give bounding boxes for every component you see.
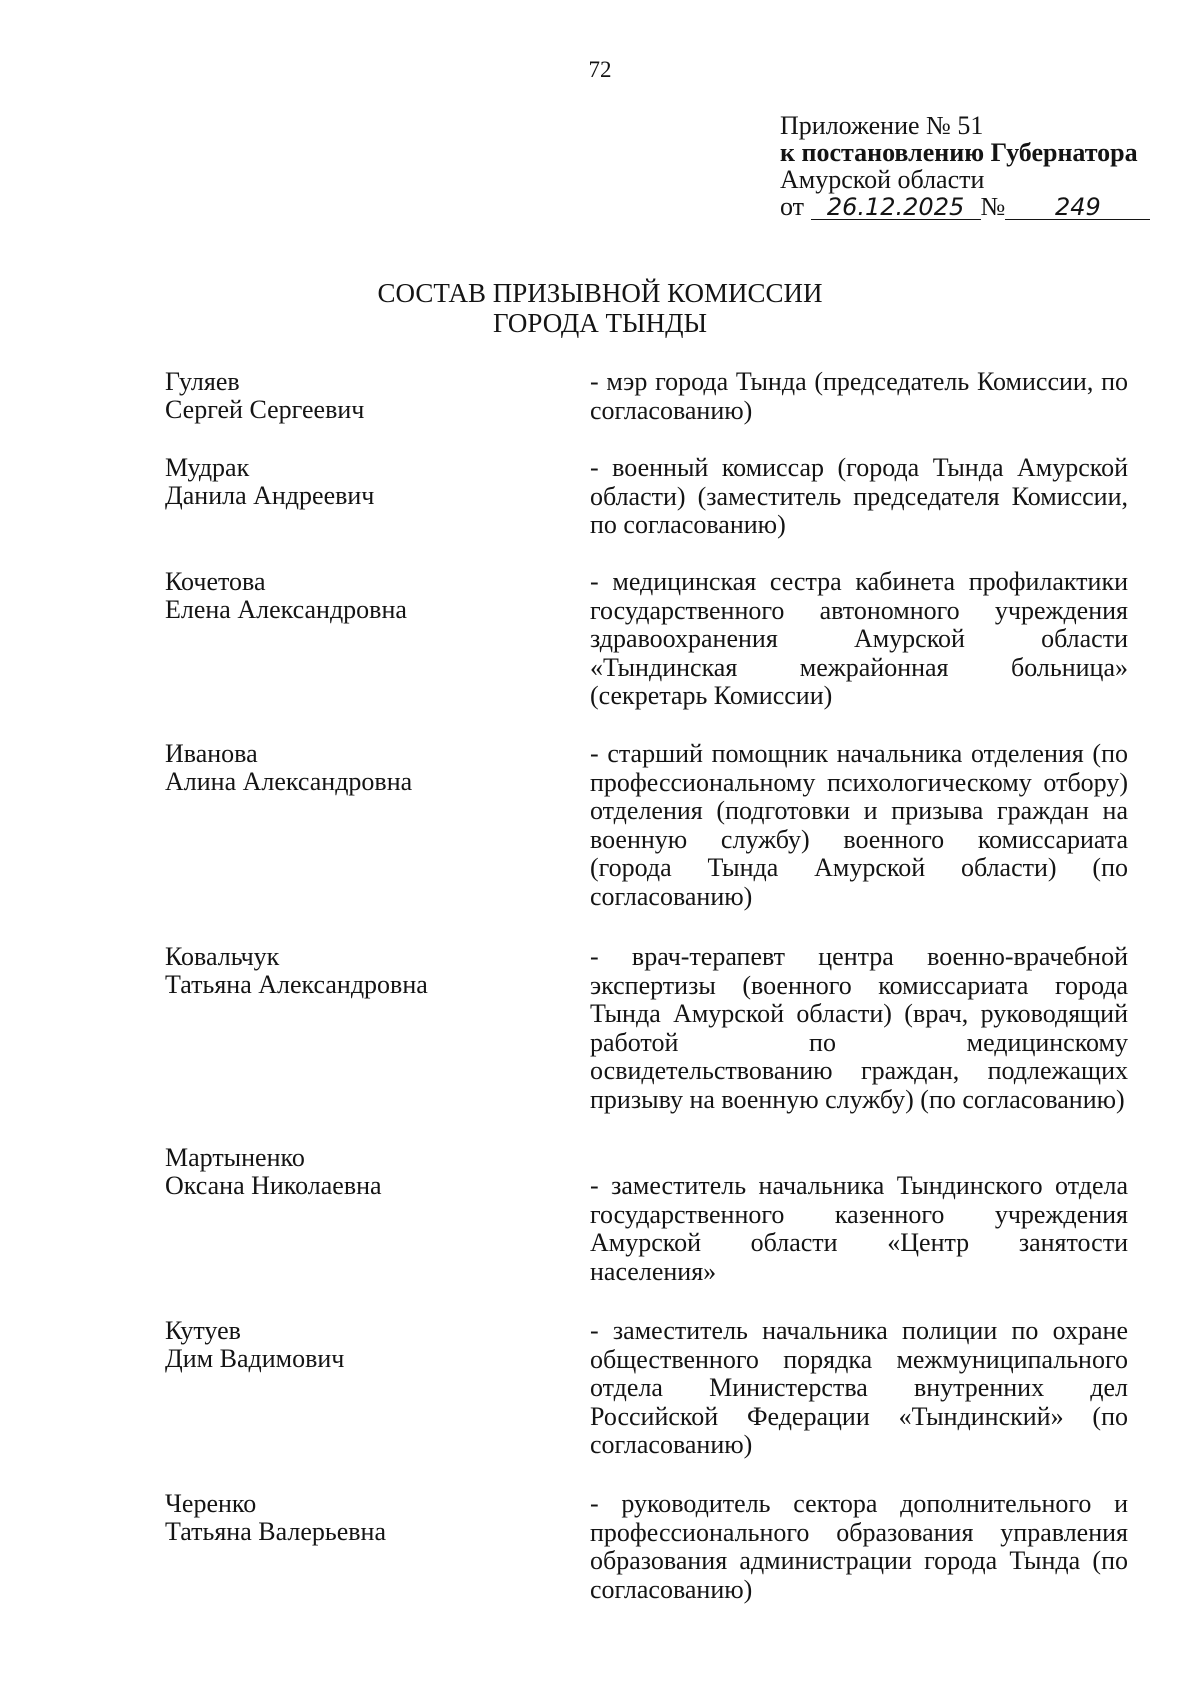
member-given-names: Дим Вадимович xyxy=(165,1344,345,1373)
member-surname: Черенко xyxy=(165,1489,257,1518)
member-name xyxy=(165,1144,382,1200)
member-role: - заместитель начальника полиции по охране общественного порядка межмуниципального отдела Министерства внутренних дел Российской Федерации «Тындинский» (по согласованию) xyxy=(590,1316,1128,1459)
member-surname: Мартыненко xyxy=(165,1143,305,1172)
member-name xyxy=(165,568,407,624)
member-given-names: Елена Александровна xyxy=(165,595,407,624)
member-surname: Мудрак xyxy=(165,453,250,482)
member-role: - врач-терапевт центра военно-врачебной экспертизы (военного комиссариата города Тында Амурской области) (врач, руководящий работой по медицинскому освидетельствованию граждан, подлежащих призыву на военную службу) (по согласованию) xyxy=(590,942,1128,1114)
number-prefix: № xyxy=(980,192,1006,221)
member-given-names: Татьяна Александровна xyxy=(165,970,428,999)
handwritten-date: 26.12.2025 xyxy=(811,195,981,220)
title-line-2: ГОРОДА ТЫНДЫ xyxy=(492,308,708,338)
appendix-region: Амурской области xyxy=(780,165,985,194)
document-title xyxy=(0,278,1200,338)
member-surname: Кочетова xyxy=(165,567,266,596)
member-name xyxy=(165,454,374,510)
member-surname: Иванова xyxy=(165,739,258,768)
member-name xyxy=(165,740,412,796)
handwritten-number: 249 xyxy=(1005,195,1150,220)
appendix-number: Приложение № 51 xyxy=(780,111,984,140)
member-given-names: Сергей Сергеевич xyxy=(165,395,365,424)
member-surname: Ковальчук xyxy=(165,942,280,971)
member-name xyxy=(165,1317,344,1373)
member-role: - военный комиссар (города Тында Амурской области) (заместитель председателя Комиссии, по согласованию) xyxy=(590,453,1128,539)
member-name xyxy=(165,368,364,424)
member-name xyxy=(165,943,428,999)
member-given-names: Татьяна Валерьевна xyxy=(165,1517,386,1546)
member-given-names: Данила Андреевич xyxy=(165,481,375,510)
appendix-decree: к постановлению Губернатора xyxy=(780,138,1138,167)
date-prefix: от xyxy=(780,192,805,221)
appendix-date-row xyxy=(780,193,1150,220)
appendix-block xyxy=(780,112,1150,220)
member-given-names: Оксана Николаевна xyxy=(165,1171,382,1200)
member-role: - старший помощник начальника отделения (по профессиональному психологическому отбору) отделения (подготовки и призыва граждан на военную службу) военного комиссариата (города Тында Амурской области) (по согласованию) xyxy=(590,739,1128,911)
member-surname: Кутуев xyxy=(165,1316,241,1345)
member-given-names: Алина Александровна xyxy=(165,767,413,796)
title-line-1: СОСТАВ ПРИЗЫВНОЙ КОМИССИИ xyxy=(377,278,823,308)
member-role: - медицинская сестра кабинета профилактики государственного автономного учреждения здравоохранения Амурской области «Тындинская межрайонная больница» (секретарь Комиссии) xyxy=(590,567,1128,710)
page-number: 72 xyxy=(588,57,612,82)
member-role: - руководитель сектора дополнительного и профессионального образования управления образования администрации города Тында (по согласованию) xyxy=(590,1489,1128,1604)
member-role: - мэр города Тында (председатель Комиссии, по согласованию) xyxy=(590,367,1128,425)
member-surname: Гуляев xyxy=(165,367,240,396)
member-role: - заместитель начальника Тындинского отдела государственного казенного учреждения Амурской области «Центр занятости населения» xyxy=(590,1171,1128,1286)
member-name xyxy=(165,1490,386,1546)
